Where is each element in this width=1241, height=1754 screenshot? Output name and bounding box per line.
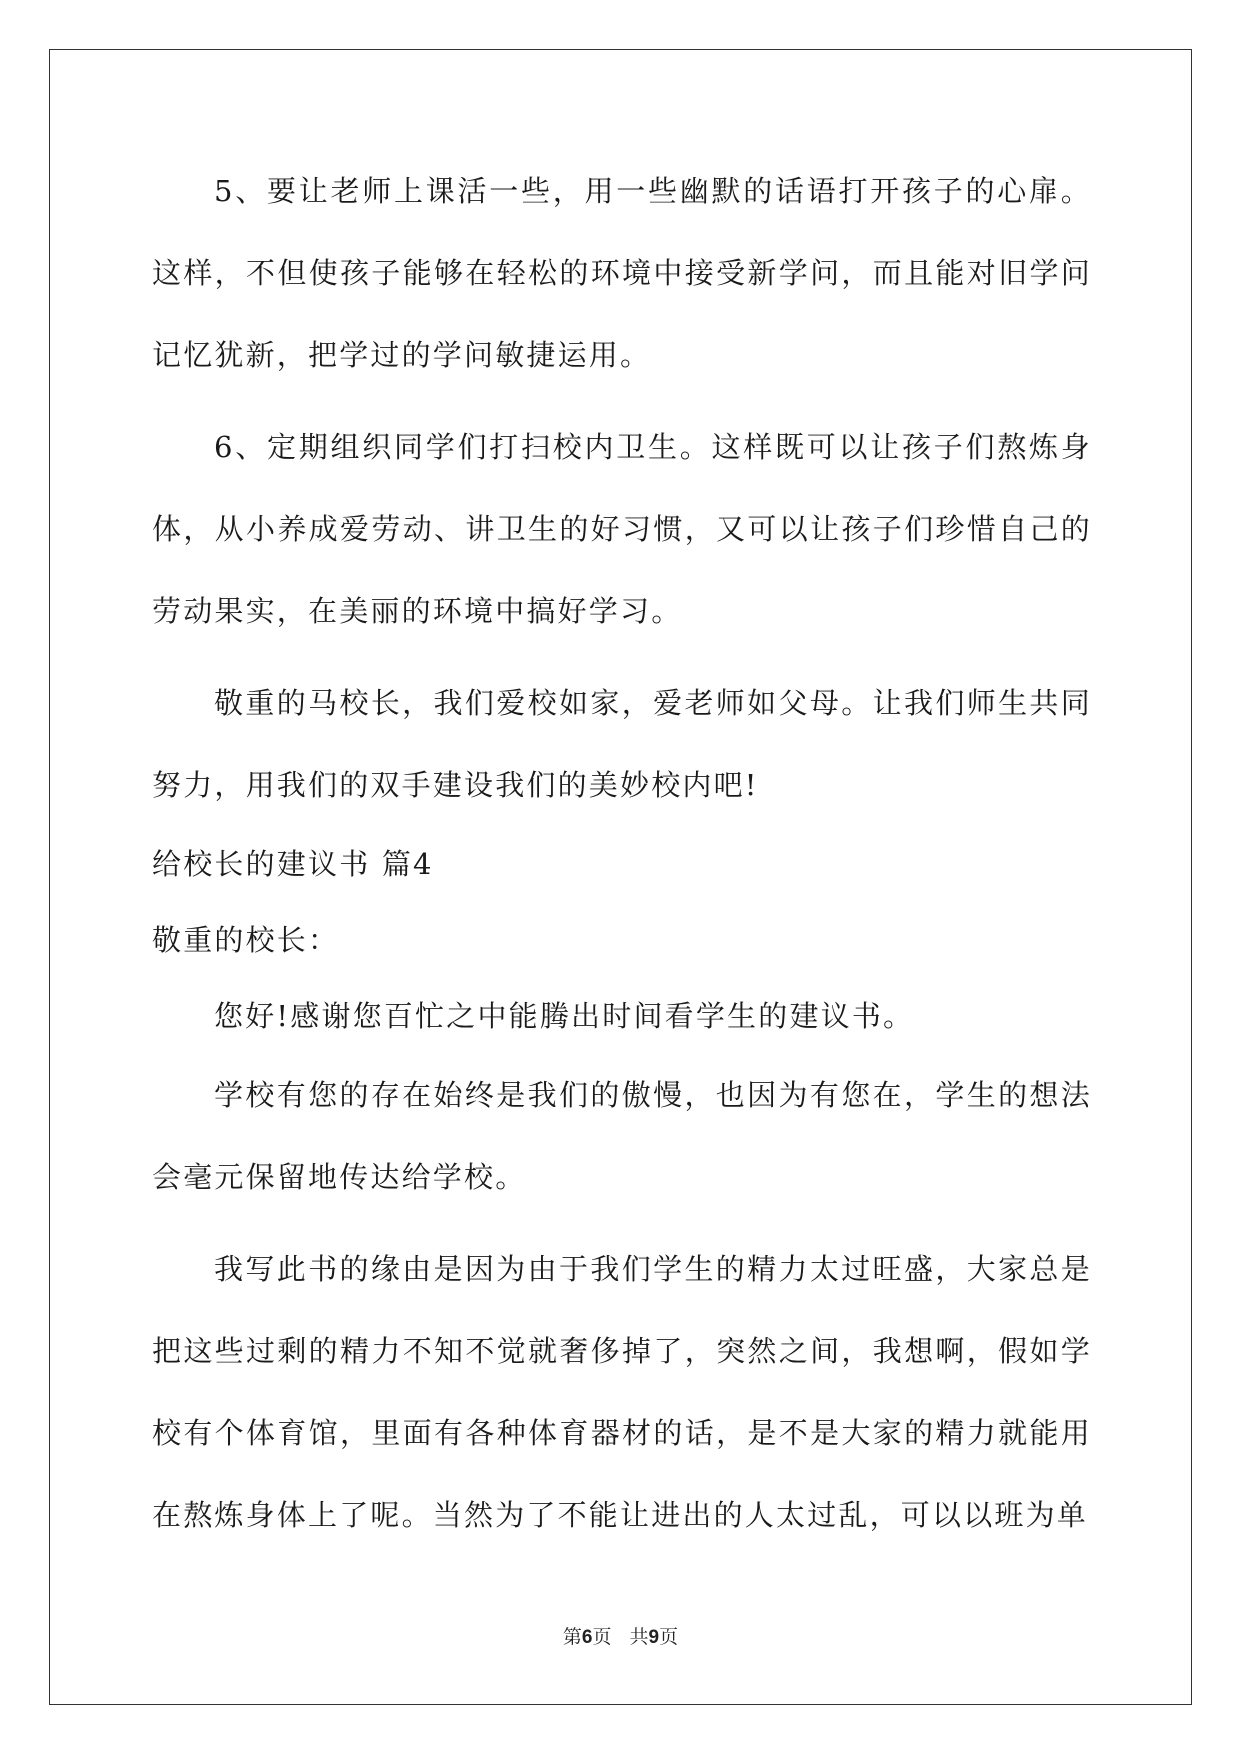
closing-paragraph: 敬重的马校长，我们爱校如家，爱老师如父母。让我们师生共同努力，用我们的双手建设我们的美妙校内吧!	[152, 686, 1092, 802]
body-paragraph: 学校有您的存在始终是我们的傲慢，也因为有您在，学生的想法会毫元保留地传达给学校。	[152, 1078, 1092, 1194]
paragraph-item-5: 5、要让老师上课活一些，用一些幽默的话语打开孩子的心扉。这样，不但使孩子能够在轻松的环境中接受新学问，而且能对旧学问记忆犹新，把学过的学问敏捷运用。	[152, 174, 1092, 372]
current-page-number: 6	[581, 1627, 593, 1648]
total-prefix: 共	[629, 1627, 649, 1648]
salutation: 敬重的校长：	[152, 923, 340, 957]
body-paragraph: 我写此书的缘由是因为由于我们学生的精力太过旺盛，大家总是把这些过剩的精力不知不觉就奢侈掉了，突然之间，我想啊，假如学校有个体育馆，里面有各种体育器材的话，是不是大家的精力就能用在熬炼身体上了呢。当然为了不能让进出的人太过乱，可以以班为单	[152, 1252, 1092, 1532]
document-body	[152, 150, 1092, 1556]
section-heading: 给校长的建议书 篇4	[152, 847, 434, 881]
greeting-paragraph: 您好!感谢您百忙之中能腾出时间看学生的建议书。	[214, 999, 915, 1033]
page-suffix: 页	[592, 1627, 612, 1648]
page-prefix: 第	[562, 1627, 582, 1648]
page-footer	[0, 1626, 1241, 1650]
paragraph-item-6: 6、定期组织同学们打扫校内卫生。这样既可以让孩子们熬炼身体，从小养成爱劳动、讲卫生的好习惯，又可以让孩子们珍惜自己的劳动果实，在美丽的环境中搞好学习。	[152, 430, 1092, 628]
total-page-number: 9	[648, 1627, 660, 1648]
total-suffix: 页	[659, 1627, 679, 1648]
